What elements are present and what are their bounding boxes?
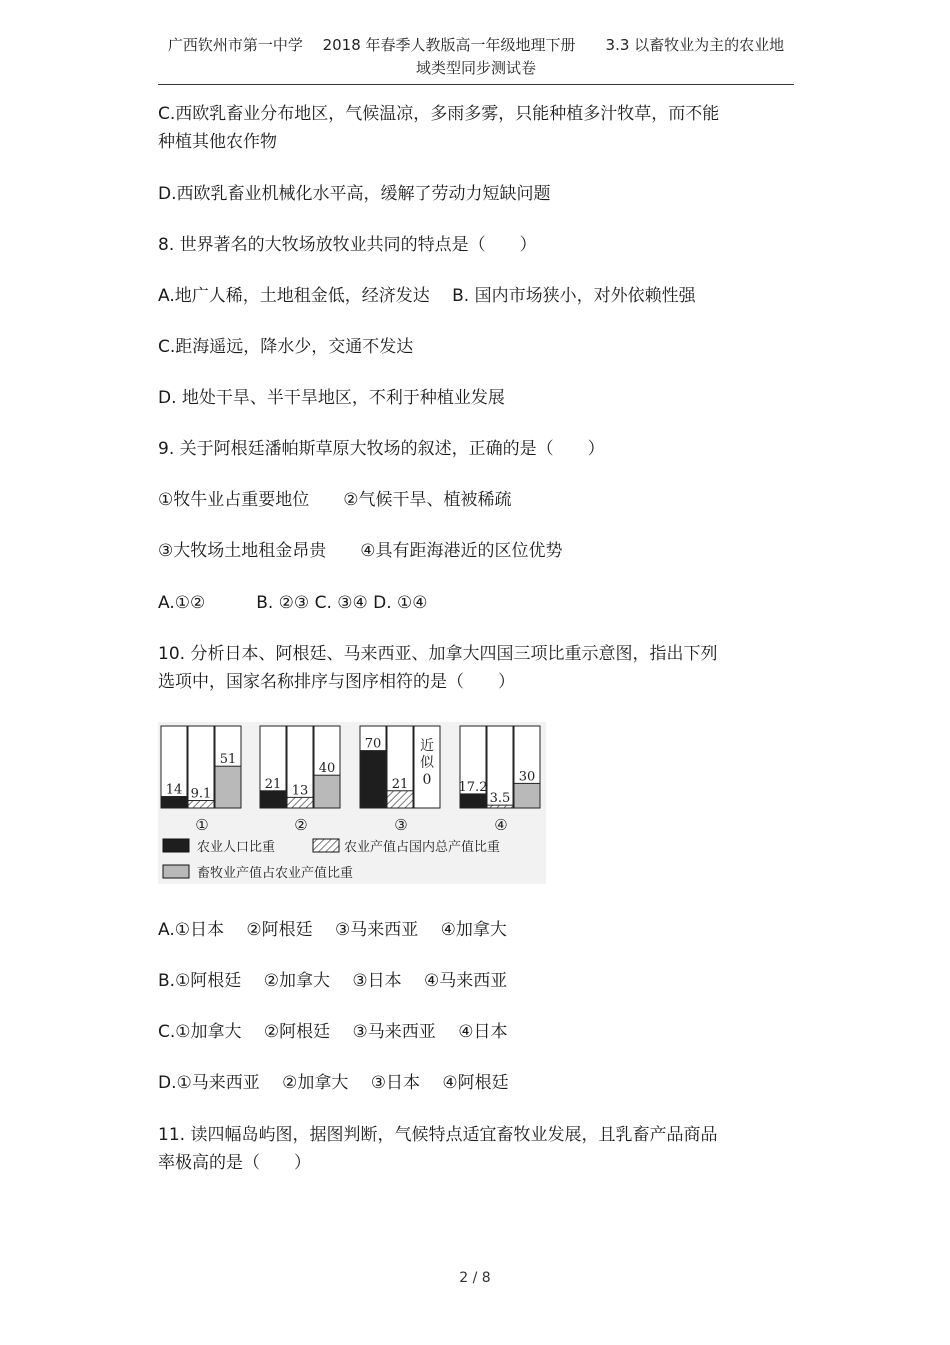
bar-label-3-livestock-output-1: 似	[420, 755, 434, 771]
bar-label-1-agri-population: 14	[165, 782, 183, 798]
q10-option-b: B.①阿根廷 ②加拿大 ③日本 ④马来西亚	[158, 971, 508, 991]
q9-statements-34: ③大牧场土地租金昂贵 ④具有距海港近的区位优势	[158, 541, 563, 561]
bar-2-agri-population	[260, 791, 286, 808]
bar-label-1-livestock-output: 51	[219, 752, 237, 768]
legend-label-livestock-output: 畜牧业产值占农业产值比重	[197, 866, 354, 881]
q10-stem-line-1: 10. 分析日本、阿根廷、马来西亚、加拿大四国三项比重示意图，指出下列	[158, 644, 718, 664]
bar-4-agri-population	[460, 794, 486, 808]
bar-label-3-agri-population: 70	[364, 736, 382, 752]
legend-swatch-livestock-output	[163, 865, 189, 878]
legend-swatch-agri-output	[313, 839, 339, 852]
bar-2-livestock-output	[314, 775, 340, 808]
bar-label-2-agri-output: 13	[291, 783, 309, 799]
bar-label-4-livestock-output: 30	[518, 769, 536, 785]
bar-label-2-agri-population: 21	[264, 776, 282, 792]
header-divider	[158, 84, 794, 85]
q10-chart-svg	[158, 722, 546, 884]
legend-label-agri-output: 农业产值占国内总产值比重	[344, 840, 501, 855]
header-line-2: 域类型同步测试卷	[415, 59, 536, 77]
legend-label-agri-population: 农业人口比重	[197, 840, 276, 855]
q7-option-c-line-1: C.西欧乳畜业分布地区，气候温凉，多雨多雾，只能种植多汁牧草，而不能	[158, 104, 720, 124]
bar-3-agri-output	[387, 791, 413, 808]
bar-label-3-agri-output: 21	[391, 776, 409, 792]
header-line-1: 广西钦州市第一中学 2018 年春季人教版高一年级地理下册 3.3 以畜牧业为主的农业地	[167, 36, 785, 54]
bar-2-agri-output	[287, 797, 313, 808]
bar-1-agri-population	[161, 797, 187, 808]
bar-label-1-agri-output: 9.1	[190, 786, 212, 802]
q10-stem-line-2: 选项中，国家名称排序与图序相符的是（ ）	[158, 672, 515, 692]
q11-stem-line-1: 11. 读四幅岛屿图，据图判断，气候特点适宜畜牧业发展，且乳畜产品商品	[158, 1125, 718, 1145]
q10-option-a: A.①日本 ②阿根廷 ③马来西亚 ④加拿大	[158, 920, 507, 940]
bar-1-agri-output	[188, 801, 214, 808]
category-label-1: ①	[195, 816, 209, 834]
category-label-4: ④	[494, 816, 508, 834]
q7-option-d: D.西欧乳畜业机械化水平高，缓解了劳动力短缺问题	[158, 184, 551, 204]
q9-options: A.①② B. ②③ C. ③④ D. ①④	[158, 593, 428, 613]
page-header	[158, 34, 794, 80]
q10-option-c: C.①加拿大 ②阿根廷 ③马来西亚 ④日本	[158, 1022, 508, 1042]
q8-stem: 8. 世界著名的大牧场放牧业共同的特点是（ ）	[158, 235, 537, 255]
q10-chart	[158, 722, 546, 884]
q9-stem: 9. 关于阿根廷潘帕斯草原大牧场的叙述，正确的是（ ）	[158, 439, 605, 459]
bar-label-3-livestock-output-0: 近	[420, 738, 434, 754]
legend-swatch-agri-population	[163, 839, 189, 852]
bar-1-livestock-output	[215, 766, 241, 808]
category-label-3: ③	[394, 816, 408, 834]
q7-option-c-line-2: 种植其他农作物	[158, 132, 277, 152]
page-number: 2 / 8	[459, 1270, 491, 1286]
q8-option-c: C.距海遥远，降水少，交通不发达	[158, 337, 414, 357]
q8-option-d: D. 地处干旱、半干旱地区，不利于种植业发展	[158, 388, 505, 408]
bar-label-4-agri-output: 3.5	[489, 791, 511, 807]
q8-options-ab: A.地广人稀，土地租金低，经济发达 B. 国内市场狭小，对外依赖性强	[158, 286, 696, 306]
category-label-2: ②	[294, 816, 308, 834]
bar-3-agri-population	[360, 751, 386, 808]
bar-4-livestock-output	[514, 783, 540, 808]
q9-statements-12: ①牧牛业占重要地位 ②气候干旱、植被稀疏	[158, 490, 512, 510]
q10-option-d: D.①马来西亚 ②加拿大 ③日本 ④阿根廷	[158, 1073, 509, 1093]
bar-label-4-agri-population: 17.2	[458, 779, 488, 795]
q11-stem-line-2: 率极高的是（ ）	[158, 1153, 311, 1173]
bar-label-3-livestock-output-2: 0	[422, 772, 432, 788]
bar-label-2-livestock-output: 40	[318, 761, 336, 777]
